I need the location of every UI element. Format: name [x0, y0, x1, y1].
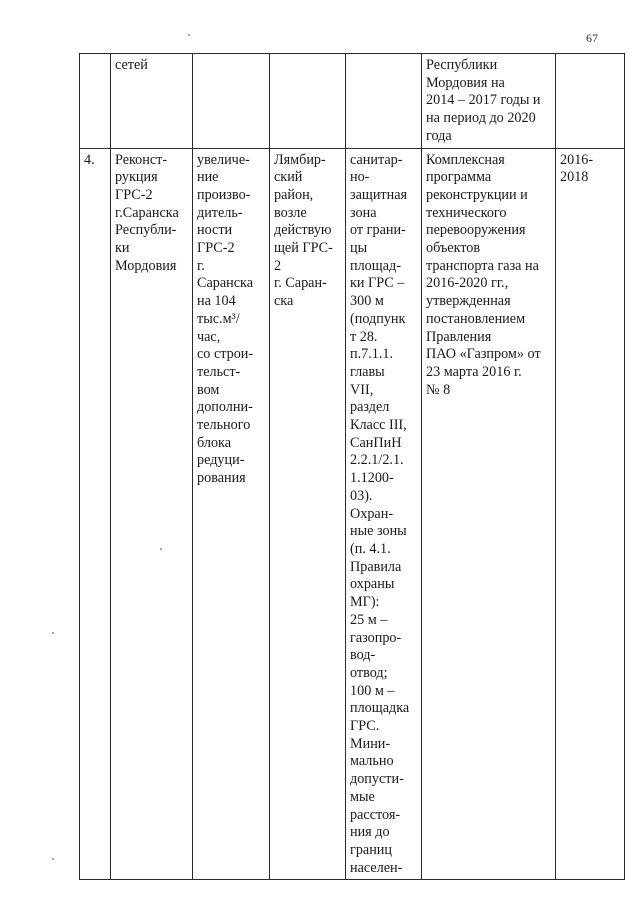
- cell-number: 4.: [80, 148, 111, 880]
- scan-speck: [52, 858, 54, 860]
- cell-zones: санитар- но- защитная зона от грани- цы площад- ки ГРС – 300 м (подпунк т 28. п.7.1.1. главы VII, раздел Класс III, СанПиН 2.2.1/2.1. 1.1200- 03). Охран- ные зоны (п. 4.1. Правила охраны МГ): 25 м – газопро- вод- отвод; 100 м – площадка ГРС. Мини- мально допусти- мые расстоя- ния до границ населен-: [346, 148, 422, 880]
- cell-object-name: Реконст- рукция ГРС-2 г.Саранска Республи- ки Мордовия: [111, 148, 193, 880]
- document-table: [79, 53, 625, 880]
- cell-number: [80, 54, 111, 149]
- cell-object-name: сетей: [111, 54, 193, 149]
- cell-period: 2016- 2018: [556, 148, 625, 880]
- table-row: [80, 54, 625, 149]
- table-row: [80, 148, 625, 880]
- cell-period: [556, 54, 625, 149]
- page-number: 67: [586, 31, 598, 45]
- cell-basis-document: Комплексная программа реконструкции и технического перевооружения объектов транспорта газа на 2016-2020 гг., утвержденная постановлением Правления ПАО «Газпром» от 23 марта 2016 г. № 8: [422, 148, 556, 880]
- cell-characteristics: увеличе- ние произво- дитель- ности ГРС-2 г. Саранска на 104 тыс.м³/ час, со строи- тельст- вом дополни- тельного блока редуци- рования: [193, 148, 270, 880]
- cell-location: Лямбир- ский район, возле действую щей ГРС- 2 г. Саран- ска: [270, 148, 346, 880]
- scan-speck: [188, 34, 190, 36]
- scan-speck: [160, 548, 162, 550]
- cell-zones: [346, 54, 422, 149]
- cell-characteristics: [193, 54, 270, 149]
- cell-location: [270, 54, 346, 149]
- scan-speck: [52, 632, 54, 634]
- cell-basis-document: Республики Мордовия на 2014 – 2017 годы и на период до 2020 года: [422, 54, 556, 149]
